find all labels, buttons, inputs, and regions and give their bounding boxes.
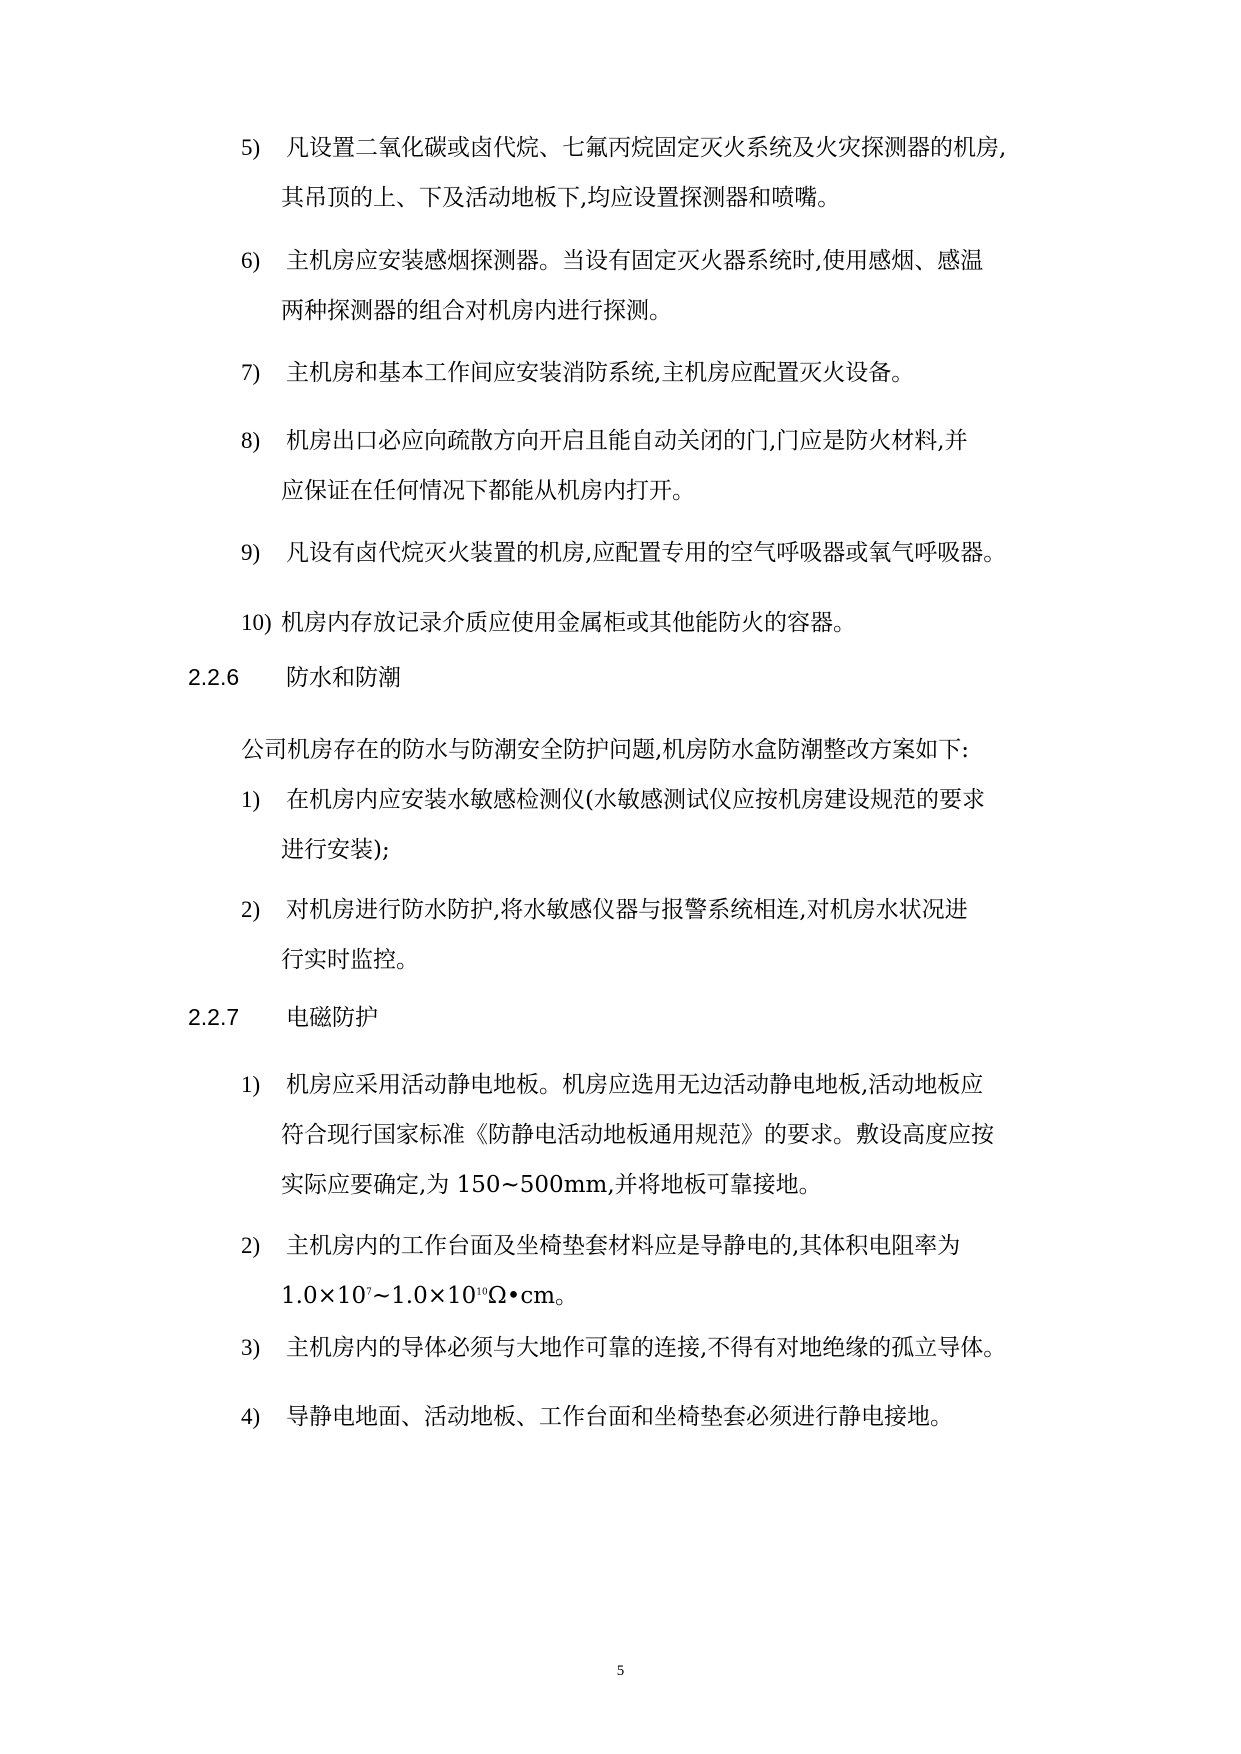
text-line: 主机房应安装感烟探测器。当设有固定灭火器系统时,使用感烟、感温 [286, 248, 984, 274]
text-line: 机房应采用活动静电地板。机房应选用无边活动静电地板,活动地板应 [286, 1072, 984, 1098]
section-title: 防水和防潮 [286, 664, 401, 690]
list-item-number: 6) [241, 248, 261, 273]
list-item-text [241, 1221, 1071, 1321]
text-line: 机房出口必应向疏散方向开启且能自动关闭的门,门应是防火材料,并 [286, 428, 968, 454]
list-item-text [241, 123, 1071, 223]
list-item-text [241, 1323, 1071, 1373]
list-item-text [241, 775, 1071, 875]
formula-exponent: 7 [366, 1287, 372, 1298]
list-item [241, 1323, 1071, 1373]
list-item-number: 4) [241, 1404, 261, 1429]
list-item [241, 885, 1071, 985]
list-item-number: 1) [241, 787, 261, 812]
formula-part: ~1.0×10 [371, 1283, 477, 1309]
list-item [241, 775, 1071, 875]
list-item [241, 236, 1071, 336]
list-item-text [241, 1392, 1071, 1442]
section-title: 电磁防护 [286, 1004, 378, 1030]
text-line: 行实时监控。 [281, 947, 419, 973]
text-line: 实际应要确定,为 150~500mm,并将地板可靠接地。 [281, 1172, 822, 1198]
list-item-text [241, 528, 1071, 578]
text-line: 主机房和基本工作间应安装消防系统,主机房应配置灭火设备。 [286, 360, 915, 386]
page-number: 5 [616, 1663, 625, 1679]
list-item-text [241, 598, 1071, 648]
text-line: 符合现行国家标准《防静电活动地板通用规范》的要求。敷设高度应按 [281, 1122, 994, 1148]
section-number: 2.2.6 [188, 664, 240, 690]
list-item-text [241, 885, 1071, 985]
section-heading [188, 997, 378, 1037]
section-number: 2.2.7 [188, 1004, 240, 1030]
text-line: 主机房内的导体必须与大地作可靠的连接,不得有对地绝缘的孤立导体。 [286, 1335, 1007, 1361]
formula-line [281, 1271, 1071, 1321]
list-item-text [241, 348, 1071, 398]
list-item-number: 5) [241, 135, 261, 160]
list-item [241, 1060, 1071, 1210]
list-item [241, 348, 1071, 398]
section-intro: 公司机房存在的防水与防潮安全防护问题,机房防水盒防潮整改方案如下: [241, 737, 970, 763]
section-heading [188, 657, 401, 697]
list-item-number: 3) [241, 1335, 261, 1360]
list-item [241, 598, 1071, 648]
list-item-text [241, 236, 1071, 336]
list-item [241, 1392, 1071, 1442]
list-item-number: 7) [241, 360, 261, 385]
list-item [241, 416, 1071, 516]
text-line: 两种探测器的组合对机房内进行探测。 [281, 298, 672, 324]
list-item-number: 10) [241, 610, 272, 635]
text-line: 其吊顶的上、下及活动地板下,均应设置探测器和喷嘴。 [281, 185, 841, 211]
list-item-number: 1) [241, 1072, 261, 1097]
list-item-number: 9) [241, 540, 261, 565]
text-line: 应保证在任何情况下都能从机房内打开。 [281, 478, 695, 504]
formula-part: 1.0×10 [281, 1283, 367, 1309]
text-line: 进行安装); [281, 837, 390, 863]
text-line: 在机房内应安装水敏感检测仪(水敏感测试仪应按机房建设规范的要求 [286, 787, 985, 813]
list-item-text [241, 416, 1071, 516]
list-item [241, 1221, 1071, 1321]
list-item-text [241, 1060, 1071, 1210]
list-item-number: 8) [241, 428, 261, 453]
formula-part: Ω•cm。 [487, 1283, 579, 1309]
text-line: 凡设置二氧化碳或卤代烷、七氟丙烷固定灭火系统及火灾探测器的机房, [286, 135, 1007, 161]
text-line: 凡设有卤代烷灭火装置的机房,应配置专用的空气呼吸器或氧气呼吸器。 [286, 540, 1007, 566]
text-line: 对机房进行防水防护,将水敏感仪器与报警系统相连,对机房水状况进 [286, 897, 968, 923]
formula-exponent: 10 [476, 1287, 488, 1298]
text-line: 主机房内的工作台面及坐椅垫套材料应是导静电的,其体积电阻率为 [286, 1233, 961, 1259]
list-item [241, 528, 1071, 578]
list-item-number: 2) [241, 1233, 261, 1258]
list-item-number: 2) [241, 897, 261, 922]
text-line: 导静电地面、活动地板、工作台面和坐椅垫套必须进行静电接地。 [286, 1404, 953, 1430]
list-item [241, 123, 1071, 223]
text-line: 机房内存放记录介质应使用金属柜或其他能防火的容器。 [281, 610, 856, 636]
